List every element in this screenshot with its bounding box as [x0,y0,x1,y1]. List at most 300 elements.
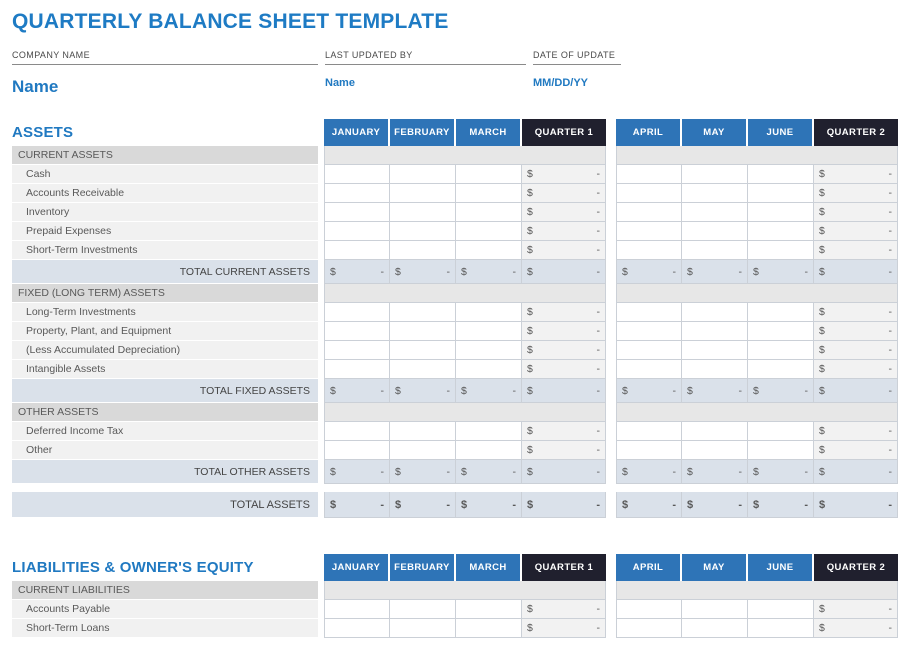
month-cell[interactable] [682,184,748,203]
table-row [12,600,898,619]
month-cell[interactable] [682,360,748,379]
quarter-amount-cell[interactable] [814,422,898,441]
currency-symbol: $ [819,325,825,337]
cell-value: - [380,384,384,397]
column-gap [606,460,616,484]
month-total-cell[interactable] [748,260,814,284]
month-cell[interactable] [456,441,522,460]
month-cell[interactable] [390,303,456,322]
currency-symbol: $ [395,465,401,478]
subheader-band [616,581,898,600]
month-cell[interactable] [390,184,456,203]
quarter-amount-cell[interactable] [814,303,898,322]
column-gap [606,422,616,441]
total-row [12,460,898,484]
cell-value: - [738,384,742,397]
quarter-amount-cell[interactable] [814,441,898,460]
quarter-amount-cell[interactable] [814,619,898,638]
currency-symbol: $ [527,225,533,237]
subheader-band [324,403,606,422]
quarter-amount-cell[interactable] [522,203,606,222]
row-label[interactable]: Accounts Receivable [12,184,318,203]
cell-value: - [888,344,892,356]
quarter-total-cell[interactable] [814,460,898,484]
month-cell[interactable] [390,341,456,360]
currency-symbol: $ [527,465,533,478]
cell-value: - [888,622,892,634]
month-cell[interactable] [748,600,814,619]
month-header-april: APRIL [616,119,682,146]
month-cell[interactable] [390,203,456,222]
currency-symbol: $ [819,603,825,615]
cell-value: - [888,168,892,180]
column-gap [606,441,616,460]
quarter-1-header: QUARTER 1 [522,119,606,146]
row-label[interactable]: Deferred Income Tax [12,422,318,441]
cell-value: - [804,465,808,478]
month-total-cell[interactable] [748,460,814,484]
quarter-total-cell[interactable] [814,492,898,518]
total-label[interactable]: TOTAL FIXED ASSETS [12,379,318,403]
month-total-cell[interactable] [390,492,456,518]
month-total-cell[interactable] [390,460,456,484]
month-cell[interactable] [682,422,748,441]
column-gap [606,554,616,581]
month-cell[interactable] [324,165,390,184]
cell-value: - [596,187,600,199]
row-label[interactable]: Short-Term Loans [12,619,318,638]
month-header-april: APRIL [616,554,682,581]
page-title: QUARTERLY BALANCE SHEET TEMPLATE [12,10,449,33]
company-name-field [12,50,318,97]
total-label[interactable]: TOTAL ASSETS [12,492,318,518]
cell-value: - [446,465,450,478]
table-row [12,360,898,379]
column-gap [606,203,616,222]
month-cell[interactable] [456,203,522,222]
month-total-cell[interactable] [324,379,390,403]
quarter-amount-cell[interactable] [522,341,606,360]
month-cell[interactable] [748,303,814,322]
month-cell[interactable] [324,422,390,441]
column-gap [606,184,616,203]
month-total-cell[interactable] [682,260,748,284]
quarter-total-cell[interactable] [522,492,606,518]
month-cell[interactable] [748,360,814,379]
month-cell[interactable] [324,360,390,379]
cell-value: - [596,206,600,218]
currency-symbol: $ [395,498,402,511]
currency-symbol: $ [622,384,628,397]
cell-value: - [888,425,892,437]
quarter-amount-cell[interactable] [522,184,606,203]
quarter-amount-cell[interactable] [814,203,898,222]
month-cell[interactable] [682,165,748,184]
month-cell[interactable] [748,165,814,184]
cell-value: - [888,225,892,237]
month-total-cell[interactable] [390,260,456,284]
row-label[interactable]: Inventory [12,203,318,222]
liabilities-table [12,554,898,638]
month-cell[interactable] [456,619,522,638]
month-cell[interactable] [390,222,456,241]
month-cell[interactable] [748,241,814,260]
month-cell[interactable] [682,341,748,360]
table-row [12,203,898,222]
month-total-cell[interactable] [324,492,390,518]
currency-symbol: $ [527,384,533,397]
month-cell[interactable] [748,184,814,203]
currency-symbol: $ [819,187,825,199]
cell-value: - [596,498,600,511]
row-label[interactable]: Short-Term Investments [12,241,318,260]
month-cell[interactable] [324,203,390,222]
cell-value: - [888,206,892,218]
cell-value: - [888,363,892,375]
currency-symbol: $ [819,622,825,634]
currency-symbol: $ [819,225,825,237]
column-gap [606,403,616,422]
month-cell[interactable] [390,441,456,460]
cell-value: - [596,444,600,456]
quarter-amount-cell[interactable] [522,322,606,341]
quarter-amount-cell[interactable] [814,222,898,241]
currency-symbol: $ [527,425,533,437]
quarter-total-cell[interactable] [814,379,898,403]
month-cell[interactable] [616,441,682,460]
month-cell[interactable] [748,322,814,341]
assets-table [12,119,898,518]
subheader-row [12,581,898,600]
currency-symbol: $ [819,444,825,456]
column-gap [606,360,616,379]
cell-value: - [888,265,892,278]
currency-symbol: $ [819,168,825,180]
month-cell[interactable] [616,184,682,203]
cell-value: - [888,444,892,456]
cell-value: - [512,384,516,397]
date-of-update-value[interactable]: MM/DD/YY [533,77,588,89]
month-header-june: JUNE [748,119,814,146]
date-of-update-label: DATE OF UPDATE [533,50,621,65]
column-gap [606,165,616,184]
quarter-total-cell[interactable] [814,260,898,284]
total-row [12,260,898,284]
month-cell[interactable] [324,303,390,322]
month-total-cell[interactable] [748,492,814,518]
quarter-amount-cell[interactable] [522,222,606,241]
month-total-cell[interactable] [682,460,748,484]
month-cell[interactable] [682,441,748,460]
cell-value: - [888,187,892,199]
month-cell[interactable] [324,619,390,638]
column-gap [606,492,616,518]
cell-value: - [672,498,676,511]
quarter-amount-cell[interactable] [814,360,898,379]
month-cell[interactable] [682,203,748,222]
row-label[interactable]: (Less Accumulated Depreciation) [12,341,318,360]
column-gap [606,322,616,341]
info-bar [12,50,898,97]
subheader-label[interactable]: OTHER ASSETS [12,403,318,422]
month-cell[interactable] [324,222,390,241]
quarter-total-cell[interactable] [522,260,606,284]
row-label[interactable]: Long-Term Investments [12,303,318,322]
month-header-january: JANUARY [324,554,390,581]
currency-symbol: $ [527,265,533,278]
month-cell[interactable] [456,600,522,619]
cell-value: - [596,306,600,318]
currency-symbol: $ [753,498,760,511]
column-gap [606,303,616,322]
row-label[interactable]: Prepaid Expenses [12,222,318,241]
cell-value: - [596,425,600,437]
row-label[interactable]: Accounts Payable [12,600,318,619]
quarter-amount-cell[interactable] [814,600,898,619]
month-total-cell[interactable] [616,379,682,403]
column-gap [606,119,616,146]
month-cell[interactable] [456,322,522,341]
month-cell[interactable] [616,165,682,184]
month-cell[interactable] [390,165,456,184]
quarter-amount-cell[interactable] [814,322,898,341]
cell-value: - [672,384,676,397]
month-cell[interactable] [682,322,748,341]
month-cell[interactable] [456,165,522,184]
month-total-cell[interactable] [456,460,522,484]
column-gap [606,146,616,165]
currency-symbol: $ [395,384,401,397]
month-cell[interactable] [456,303,522,322]
quarter-amount-cell[interactable] [814,184,898,203]
quarter-amount-cell[interactable] [522,441,606,460]
month-cell[interactable] [616,619,682,638]
last-updated-by-label: LAST UPDATED BY [325,50,526,65]
month-cell[interactable] [324,241,390,260]
month-total-cell[interactable] [682,379,748,403]
month-cell[interactable] [748,441,814,460]
currency-symbol: $ [527,498,534,511]
cell-value: - [596,465,600,478]
cell-value: - [446,265,450,278]
month-cell[interactable] [682,303,748,322]
month-total-cell[interactable] [324,260,390,284]
column-gap [606,379,616,403]
month-cell[interactable] [390,422,456,441]
month-cell[interactable] [456,360,522,379]
currency-symbol: $ [819,498,826,511]
currency-symbol: $ [819,425,825,437]
cell-value: - [596,603,600,615]
currency-symbol: $ [819,244,825,256]
cell-value: - [596,244,600,256]
quarter-2-header: QUARTER 2 [814,554,898,581]
month-header-march: MARCH [456,554,522,581]
month-total-cell[interactable] [324,460,390,484]
table-row [12,222,898,241]
quarter-amount-cell[interactable] [522,422,606,441]
month-total-cell[interactable] [616,492,682,518]
currency-symbol: $ [622,498,629,511]
month-cell[interactable] [390,322,456,341]
table-row [12,441,898,460]
month-cell[interactable] [682,619,748,638]
month-cell[interactable] [748,619,814,638]
row-label[interactable]: Cash [12,165,318,184]
currency-symbol: $ [527,244,533,256]
currency-symbol: $ [622,265,628,278]
assets-heading: ASSETS [12,124,74,141]
month-cell[interactable] [616,360,682,379]
quarter-amount-cell[interactable] [522,360,606,379]
cell-value: - [596,384,600,397]
currency-symbol: $ [330,384,336,397]
cell-value: - [888,498,892,511]
month-header-february: FEBRUARY [390,554,456,581]
quarter-amount-cell[interactable] [814,165,898,184]
currency-symbol: $ [819,344,825,356]
currency-symbol: $ [819,465,825,478]
quarter-amount-cell[interactable] [522,241,606,260]
month-cell[interactable] [390,619,456,638]
cell-value: - [380,465,384,478]
cell-value: - [804,265,808,278]
column-gap [606,581,616,600]
month-cell[interactable] [456,341,522,360]
month-cell[interactable] [616,203,682,222]
currency-symbol: $ [330,465,336,478]
month-total-cell[interactable] [616,460,682,484]
quarter-2-header: QUARTER 2 [814,119,898,146]
currency-symbol: $ [753,465,759,478]
month-cell[interactable] [748,222,814,241]
grand-total-row [12,492,898,518]
month-cell[interactable] [456,241,522,260]
table-row [12,341,898,360]
month-total-cell[interactable] [682,492,748,518]
currency-symbol: $ [527,306,533,318]
subheader-band [324,146,606,165]
section-header-row [12,119,898,146]
cell-value: - [888,325,892,337]
subheader-label[interactable]: CURRENT LIABILITIES [12,581,318,600]
month-cell[interactable] [616,222,682,241]
currency-symbol: $ [819,306,825,318]
month-cell[interactable] [456,222,522,241]
quarter-amount-cell[interactable] [522,600,606,619]
quarter-amount-cell[interactable] [522,619,606,638]
total-label[interactable]: TOTAL OTHER ASSETS [12,460,318,484]
currency-symbol: $ [819,384,825,397]
cell-value: - [596,363,600,375]
liabilities-heading: LIABILITIES & OWNER'S EQUITY [12,559,254,576]
cell-value: - [888,244,892,256]
subheader-band [616,284,898,303]
quarter-amount-cell[interactable] [814,341,898,360]
cell-value: - [888,603,892,615]
month-cell[interactable] [616,600,682,619]
month-header-january: JANUARY [324,119,390,146]
subheader-label[interactable]: FIXED (LONG TERM) ASSETS [12,284,318,303]
month-cell[interactable] [748,203,814,222]
row-spacer [12,484,898,492]
cell-value: - [596,265,600,278]
last-updated-by-value[interactable]: Name [325,77,355,89]
currency-symbol: $ [687,384,693,397]
month-cell[interactable] [616,341,682,360]
month-cell[interactable] [682,241,748,260]
cell-value: - [804,384,808,397]
month-cell[interactable] [324,322,390,341]
month-cell[interactable] [324,184,390,203]
quarter-amount-cell[interactable] [814,241,898,260]
month-total-cell[interactable] [390,379,456,403]
currency-symbol: $ [461,498,468,511]
currency-symbol: $ [527,363,533,375]
column-gap [606,284,616,303]
month-total-cell[interactable] [456,260,522,284]
month-cell[interactable] [682,600,748,619]
month-total-cell[interactable] [616,260,682,284]
month-cell[interactable] [616,303,682,322]
subheader-band [616,403,898,422]
currency-symbol: $ [819,363,825,375]
month-cell[interactable] [682,222,748,241]
month-cell[interactable] [324,441,390,460]
month-cell[interactable] [616,241,682,260]
month-cell[interactable] [324,600,390,619]
month-cell[interactable] [616,422,682,441]
company-name-value[interactable]: Name [12,77,59,96]
row-label[interactable]: Intangible Assets [12,360,318,379]
month-cell[interactable] [748,341,814,360]
cell-value: - [888,465,892,478]
month-total-cell[interactable] [456,379,522,403]
column-gap [606,241,616,260]
total-label[interactable]: TOTAL CURRENT ASSETS [12,260,318,284]
month-total-cell[interactable] [456,492,522,518]
cell-value: - [738,265,742,278]
cell-value: - [512,465,516,478]
month-cell[interactable] [456,184,522,203]
quarter-amount-cell[interactable] [522,303,606,322]
date-of-update-field [533,50,621,97]
row-label[interactable]: Other [12,441,318,460]
cell-value: - [380,265,384,278]
quarter-amount-cell[interactable] [522,165,606,184]
month-cell[interactable] [748,422,814,441]
cell-value: - [672,265,676,278]
month-total-cell[interactable] [748,379,814,403]
month-cell[interactable] [390,241,456,260]
month-cell[interactable] [324,341,390,360]
month-cell[interactable] [390,600,456,619]
month-cell[interactable] [616,322,682,341]
subheader-label[interactable]: CURRENT ASSETS [12,146,318,165]
month-header-june: JUNE [748,554,814,581]
month-cell[interactable] [456,422,522,441]
quarter-total-cell[interactable] [522,460,606,484]
table-row [12,422,898,441]
currency-symbol: $ [527,344,533,356]
currency-symbol: $ [819,206,825,218]
month-cell[interactable] [390,360,456,379]
column-gap [606,619,616,638]
currency-symbol: $ [527,603,533,615]
row-label[interactable]: Property, Plant, and Equipment [12,322,318,341]
table-row [12,184,898,203]
quarter-total-cell[interactable] [522,379,606,403]
